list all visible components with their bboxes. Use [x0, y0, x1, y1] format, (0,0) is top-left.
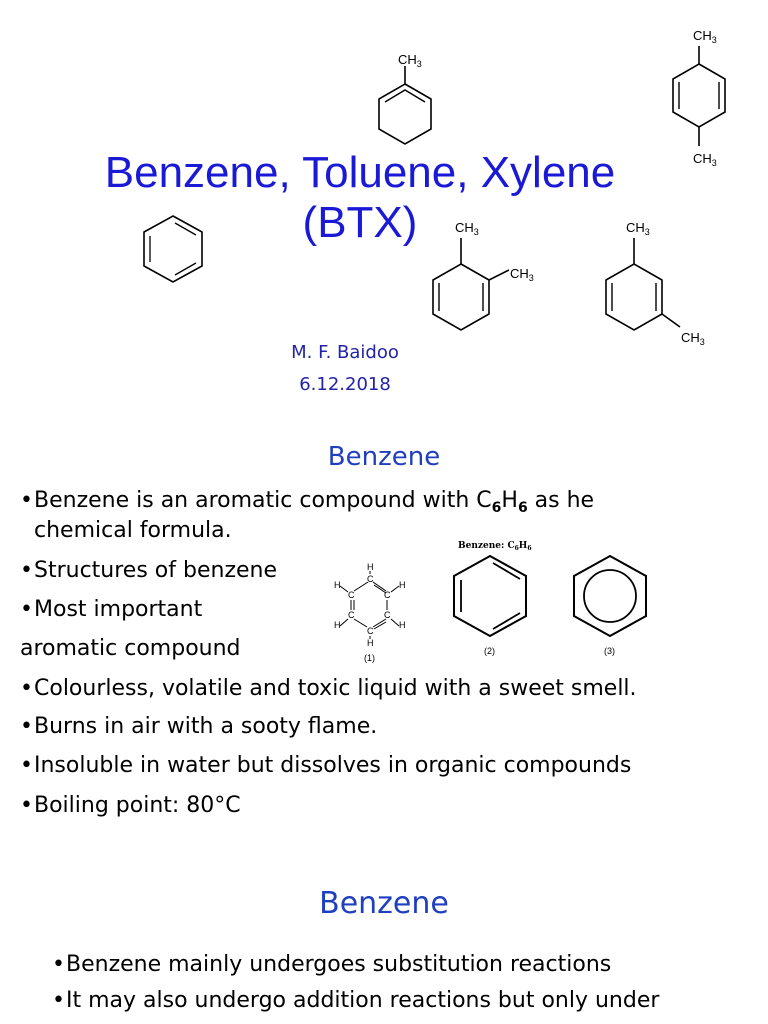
- title-line-2: (BTX): [302, 198, 418, 247]
- svg-text:H: H: [399, 620, 406, 630]
- benzene-kekule: [448, 550, 533, 665]
- svg-text:C: C: [348, 590, 355, 600]
- benzene-reactions-slide: [0, 840, 768, 1024]
- m-xylene-structure: [600, 212, 730, 352]
- benzene-structure: [140, 214, 210, 286]
- bullet-important: •Most important: [20, 597, 203, 622]
- toluene-structure: [365, 48, 445, 148]
- bullet-substitution: •Benzene mainly undergoes substitution reactions: [52, 952, 612, 977]
- svg-text:C: C: [348, 610, 355, 620]
- bullet-burns: •Burns in air with a sooty flame.: [20, 714, 378, 739]
- title-slide: [0, 0, 768, 420]
- svg-text:C: C: [367, 626, 374, 636]
- bullet-addition: •It may also undergo addition reactions but only under: [52, 988, 660, 1013]
- svg-text:C: C: [384, 590, 391, 600]
- bullet-boiling: •Boiling point: 80°C: [20, 793, 241, 818]
- author: M. F. Baidoo: [291, 342, 399, 363]
- slide-heading: Benzene: [327, 442, 441, 472]
- figure-caption: Benzene: $C_6H_6$: [458, 541, 532, 552]
- p-xylene-structure: [665, 26, 735, 171]
- bullet-important-cont: aromatic compound: [20, 636, 241, 661]
- bullet-formula: •Benzene is an aromatic compound with $C_6H_6$ as he: [20, 488, 595, 516]
- svg-text:H: H: [367, 638, 374, 648]
- figure-label-1: (1): [364, 653, 375, 663]
- svg-text:H: H: [334, 580, 341, 590]
- ch3-label: $CH_3$: [455, 220, 479, 237]
- svg-text:C: C: [367, 574, 374, 584]
- svg-text:H: H: [334, 620, 341, 630]
- bullet-colourless: •Colourless, volatile and toxic liquid with a sweet smell.: [20, 676, 637, 701]
- o-xylene-structure: [425, 212, 555, 347]
- benzene-aromatic-circle: [568, 550, 653, 665]
- ch3-label: $CH_3$: [693, 28, 717, 45]
- slide-heading: Benzene: [319, 886, 449, 921]
- figure-label-3: (3): [604, 646, 615, 656]
- bullet-insoluble: •Insoluble in water but dissolves in organic compounds: [20, 753, 632, 778]
- bullet-dot: •: [20, 488, 33, 513]
- bullet-formula-cont: chemical formula.: [34, 518, 232, 543]
- benzene-properties-slide: [0, 420, 768, 840]
- ch3-label: $CH_3$: [626, 220, 650, 237]
- figure-label-2: (2): [484, 646, 495, 656]
- ch3-label: $CH_3$: [693, 151, 717, 168]
- svg-text:C: C: [384, 610, 391, 620]
- svg-text:H: H: [399, 580, 406, 590]
- title-line-1: Benzene, Toluene, Xylene: [104, 148, 616, 197]
- ch3-label: $CH_3$: [398, 52, 422, 69]
- ch3-label: $CH_3$: [510, 266, 534, 283]
- bullet-structures: •Structures of benzene: [20, 558, 277, 583]
- ch3-label: $CH_3$: [681, 330, 705, 347]
- date: 6.12.2018: [299, 374, 391, 395]
- svg-text:H: H: [367, 562, 374, 572]
- benzene-kekule-atoms: [330, 560, 410, 665]
